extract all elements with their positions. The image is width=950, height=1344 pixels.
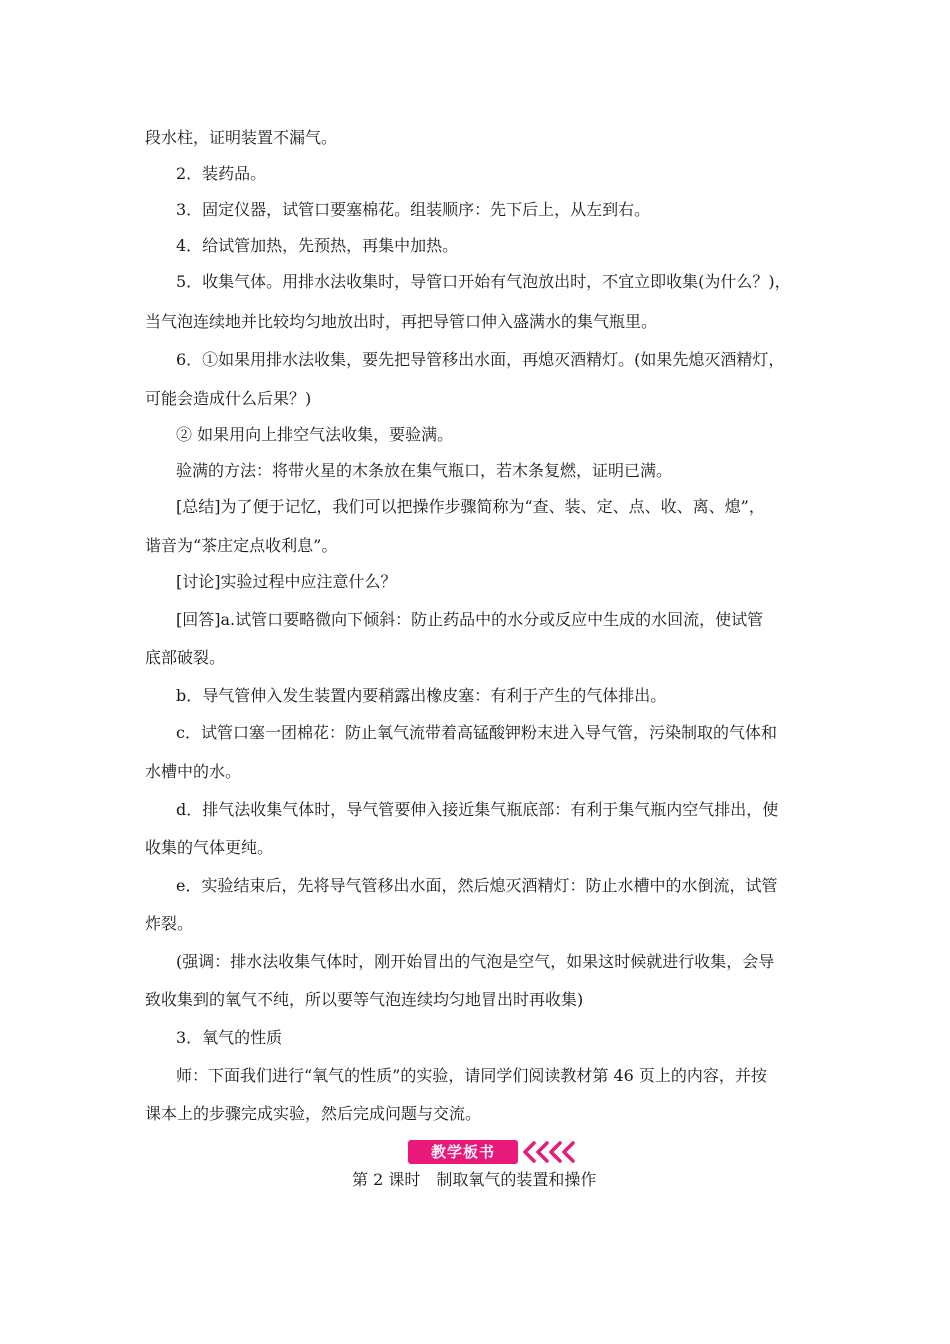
chevron-left-icon (520, 1140, 580, 1164)
section-banner (408, 1140, 578, 1164)
paragraph-line: 课本上的步骤完成实验，然后完成问题与交流。 (145, 1104, 482, 1123)
paragraph-line: 师：下面我们进行“氧气的性质”的实验，请同学们阅读教材第 46 页上的内容，并按 (176, 1066, 767, 1085)
banner-label: 教学板书 (408, 1140, 518, 1164)
paragraph-line: ② 如果用向上排空气法收集，要验满。 (176, 425, 454, 444)
paragraph-line: 4．给试管加热，先预热，再集中加热。 (176, 236, 459, 255)
paragraph-line: 可能会造成什么后果？) (145, 389, 312, 408)
paragraph-line: 验满的方法：将带火星的木条放在集气瓶口，若木条复燃，证明已满。 (176, 461, 673, 480)
paragraph-line: 当气泡连续地并比较均匀地放出时，再把导管口伸入盛满水的集气瓶里。 (145, 312, 658, 331)
paragraph-line: 段水柱，证明装置不漏气。 (145, 128, 338, 147)
paragraph-line: d．排气法收集气体时，导气管要伸入接近集气瓶底部：有利于集气瓶内空气排出，使 (176, 800, 779, 819)
paragraph-line: 谐音为“茶庄定点收利息”。 (145, 536, 338, 555)
paragraph-line: 2．装药品。 (176, 164, 267, 183)
paragraph-line: [总结]为了便于记忆，我们可以把操作步骤简称为“查、装、定、点、收、离、熄”， (176, 497, 765, 516)
paragraph-line: 3．氧气的性质 (176, 1028, 283, 1047)
paragraph-line: 6．①如果用排水法收集，要先把导管移出水面，再熄灭酒精灯。(如果先熄灭酒精灯， (176, 350, 785, 369)
paragraph-line: b．导气管伸入发生装置内要稍露出橡皮塞：有利于产生的气体排出。 (176, 686, 667, 705)
paragraph-line: [回答]a.试管口要略微向下倾斜：防止药品中的水分或反应中生成的水回流，使试管 (176, 610, 764, 629)
paragraph-line: 水槽中的水。 (145, 762, 242, 781)
paragraph-line: 底部破裂。 (145, 648, 226, 667)
paragraph-line: 致收集到的氧气不纯，所以要等气泡连续均匀地冒出时再收集) (145, 990, 584, 1009)
paragraph-line: c．试管口塞一团棉花：防止氧气流带着高锰酸钾粉末进入导气管，污染制取的气体和 (176, 723, 777, 742)
paragraph-line: 5．收集气体。用排水法收集时，导管口开始有气泡放出时，不宜立即收集(为什么？)， (176, 272, 791, 291)
paragraph-line: 炸裂。 (145, 914, 194, 933)
paragraph-line: [讨论]实验过程中应注意什么？ (176, 572, 397, 591)
paragraph-line: 3．固定仪器，试管口要塞棉花。组装顺序：先下后上，从左到右。 (176, 200, 651, 219)
lesson-title: 第 2 课时 制取氧气的装置和操作 (352, 1170, 597, 1189)
paragraph-line: (强调：排水法收集气体时，刚开始冒出的气泡是空气，如果这时候就进行收集，会导 (176, 952, 775, 971)
paragraph-line: e．实验结束后，先将导气管移出水面，然后熄灭酒精灯：防止水槽中的水倒流，试管 (176, 876, 778, 895)
paragraph-line: 收集的气体更纯。 (145, 838, 274, 857)
